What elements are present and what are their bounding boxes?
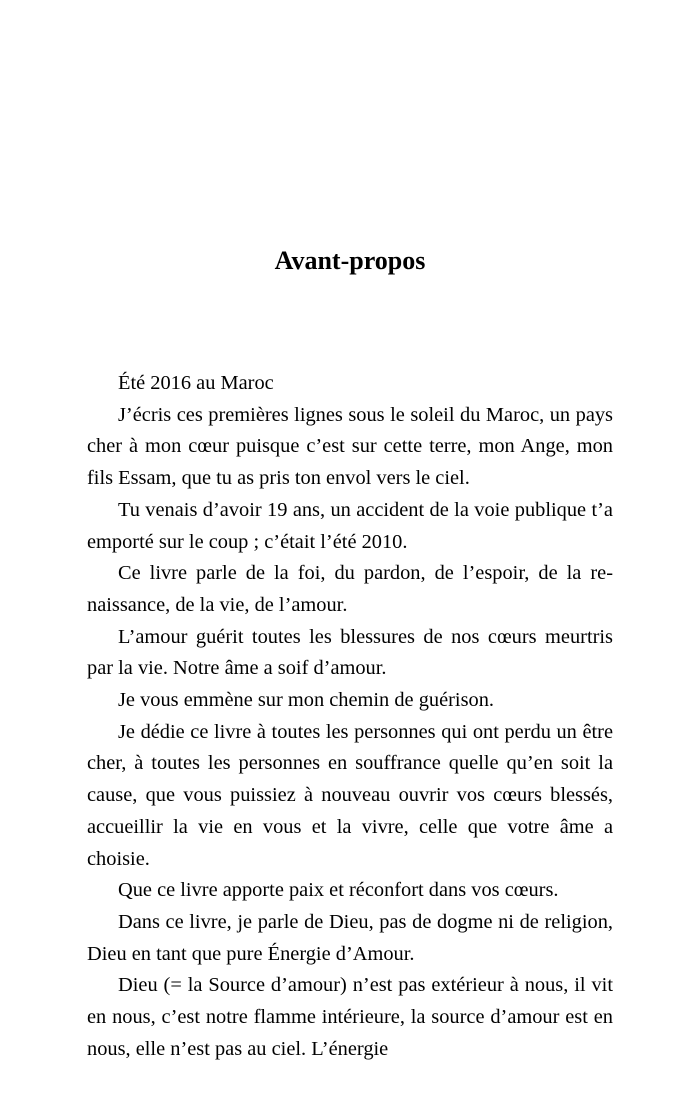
paragraph: L’amour guérit toutes les blessures de nos cœurs meurtris par la vie. Notre âme a soif d’amour.: [87, 625, 613, 680]
paragraph: Ce livre parle de la foi, du pardon, de l’espoir, de la re-naissance, de la vie, de l’amour.: [87, 562, 613, 616]
paragraph: Je vous emmène sur mon chemin de guérison.: [118, 689, 495, 712]
paragraph: Dans ce livre, je parle de Dieu, pas de dogme ni de religion, Dieu en tant que pure Énergie d’Amour.: [87, 910, 613, 965]
paragraph: Dieu (= la Source d’amour) n’est pas extérieur à nous, il vit en nous, c’est notre flamme intérieure, la source d’amour est en nous, elle n’est pas au ciel. L’énergie: [87, 974, 613, 1060]
paragraph: Été 2016 au Maroc: [118, 372, 274, 394]
paragraph: Tu venais d’avoir 19 ans, un accident de la voie publique t’a emporté sur le coup ; c’était l’été 2010.: [87, 498, 613, 553]
paragraph: J’écris ces premières lignes sous le soleil du Maroc, un pays cher à mon cœur puisque c’est sur cette terre, mon Ange, mon fils Essam, que tu as pris ton envol vers le ciel.: [87, 403, 613, 490]
page-title: Avant-propos: [274, 246, 426, 275]
paragraph: Je dédie ce livre à toutes les personnes qui ont perdu un être cher, à toutes les personnes en souffrance quelle qu’en soit la cause, que vous puissiez à nouveau ouvrir vos cœurs blessés, accueillir la vie en vous et la vivre, celle que votre âme a choisie.: [87, 720, 613, 870]
paragraph: Que ce livre apporte paix et réconfort dans vos cœurs.: [118, 879, 559, 902]
body-text: [87, 368, 613, 1065]
